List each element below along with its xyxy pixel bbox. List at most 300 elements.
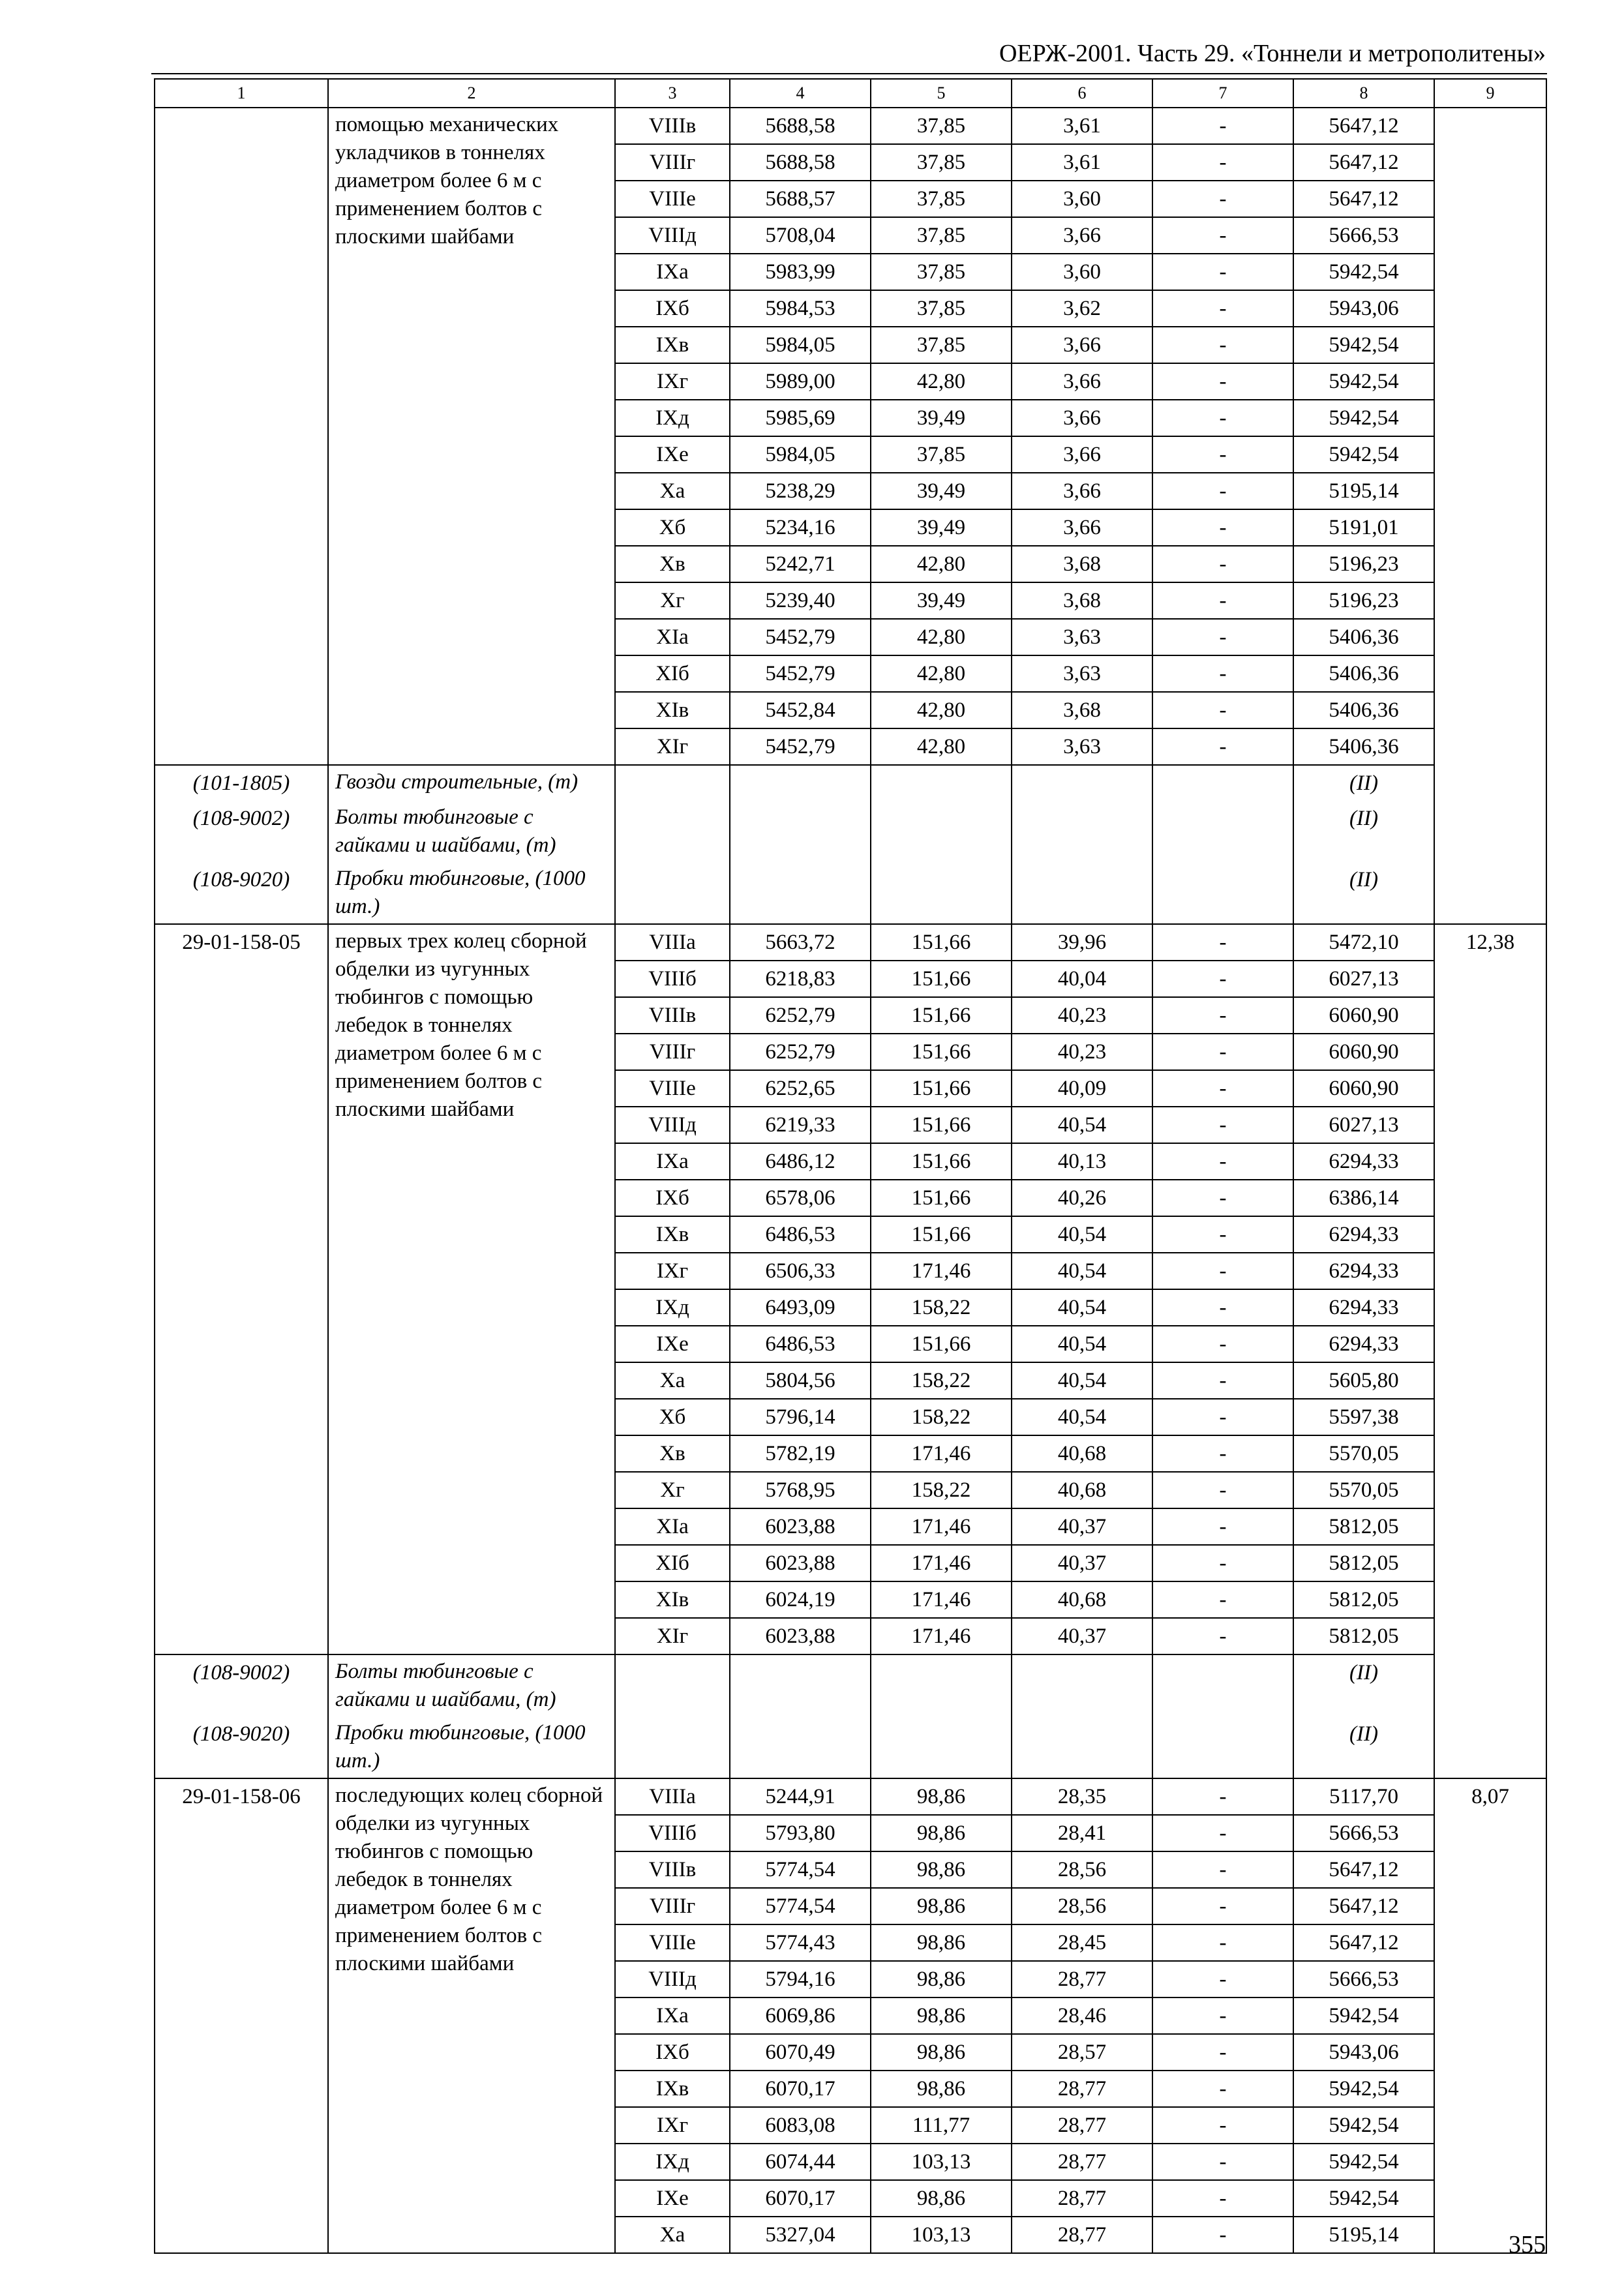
table-cell: 5984,53 (730, 290, 871, 327)
table-cell: 5942,54 (1293, 363, 1434, 400)
table-cell: 5774,54 (730, 1851, 871, 1888)
table-cell: - (1152, 997, 1293, 1034)
resource-row (155, 801, 1546, 862)
table-cell: 37,85 (871, 290, 1012, 327)
table-cell: 5452,84 (730, 692, 871, 728)
table-cell: - (1152, 1326, 1293, 1362)
table-cell: 28,56 (1012, 1888, 1152, 1924)
table-cell: 3,66 (1012, 509, 1152, 546)
table-cell: 5942,54 (1293, 436, 1434, 473)
resource-mark: (II) (1293, 765, 1434, 801)
table-cell: 5796,14 (730, 1399, 871, 1435)
table-cell: 6083,08 (730, 2107, 871, 2144)
table-cell: XIа (615, 619, 730, 655)
table-cell: 98,86 (871, 1778, 1012, 1815)
table-cell: VIIIд (615, 1961, 730, 1997)
table-cell: 5597,38 (1293, 1399, 1434, 1435)
table-cell: 5942,54 (1293, 254, 1434, 290)
table-cell: 6023,88 (730, 1618, 871, 1654)
rate-description: последующих колец сборной обделки из чугунных тюбингов с помощью лебедок в тоннелях диаметром более 6 м с применением болтов с плоскими шайбами (328, 1778, 615, 2253)
table-cell: 151,66 (871, 1180, 1012, 1216)
column-number: 1 (155, 79, 328, 108)
table-cell: 5812,05 (1293, 1618, 1434, 1654)
table-cell: 98,86 (871, 1888, 1012, 1924)
table-cell: VIIIд (615, 1107, 730, 1143)
table-cell: 5942,54 (1293, 1997, 1434, 2034)
table-cell: - (1152, 1961, 1293, 1997)
table-cell: 39,49 (871, 582, 1012, 619)
table-cell: - (1152, 1180, 1293, 1216)
table-cell: 171,46 (871, 1545, 1012, 1581)
table-cell: 6070,17 (730, 2180, 871, 2217)
table-cell: 40,54 (1012, 1362, 1152, 1399)
table-cell: 5782,19 (730, 1435, 871, 1472)
table-cell: 37,85 (871, 108, 1012, 144)
table-cell: - (1152, 2071, 1293, 2107)
table-cell: 6069,86 (730, 1997, 871, 2034)
empty-cell (871, 1654, 1012, 1716)
table-cell: 3,61 (1012, 108, 1152, 144)
rate-coefficient (1434, 108, 1546, 924)
table-cell: 5774,43 (730, 1924, 871, 1961)
table-cell: - (1152, 1399, 1293, 1435)
empty-cell (1012, 1716, 1152, 1778)
table-cell: 5942,54 (1293, 2144, 1434, 2180)
column-number-row (155, 79, 1546, 108)
table-cell: 6027,13 (1293, 1107, 1434, 1143)
table-cell: 5942,54 (1293, 327, 1434, 363)
table-cell: 5605,80 (1293, 1362, 1434, 1399)
table-cell: 151,66 (871, 1034, 1012, 1070)
table-cell: 6024,19 (730, 1581, 871, 1618)
table-cell: VIIIб (615, 1815, 730, 1851)
resource-name: Болты тюбинговые с гайками и шайбами, (т) (328, 801, 615, 862)
table-cell: - (1152, 1216, 1293, 1253)
table-cell: 103,13 (871, 2217, 1012, 2253)
table-cell: 6060,90 (1293, 1070, 1434, 1107)
table-cell: IXа (615, 1997, 730, 2034)
table-cell: 3,66 (1012, 436, 1152, 473)
table-cell: 6060,90 (1293, 997, 1434, 1034)
table-cell: 28,41 (1012, 1815, 1152, 1851)
table-cell: - (1152, 1289, 1293, 1326)
table-cell: 3,63 (1012, 655, 1152, 692)
table-cell: - (1152, 2180, 1293, 2217)
table-cell: IXб (615, 1180, 730, 1216)
table-cell: 3,68 (1012, 692, 1152, 728)
table-cell: 6294,33 (1293, 1289, 1434, 1326)
table-cell: 6486,12 (730, 1143, 871, 1180)
rate-code: 29-01-158-06 (155, 1778, 328, 2253)
table-cell: 151,66 (871, 1143, 1012, 1180)
table-cell: - (1152, 655, 1293, 692)
table-cell: - (1152, 217, 1293, 254)
table-cell: 5570,05 (1293, 1472, 1434, 1508)
table-cell: 98,86 (871, 2180, 1012, 2217)
empty-cell (1012, 862, 1152, 924)
empty-cell (615, 1654, 730, 1716)
resource-mark: (II) (1293, 862, 1434, 924)
table-cell: 151,66 (871, 1070, 1012, 1107)
table-cell: 39,49 (871, 509, 1012, 546)
empty-cell (871, 862, 1012, 924)
table-row (155, 108, 1546, 144)
empty-cell (730, 765, 871, 801)
table-cell: 5570,05 (1293, 1435, 1434, 1472)
table-cell: 103,13 (871, 2144, 1012, 2180)
empty-cell (730, 862, 871, 924)
table-cell: 5647,12 (1293, 144, 1434, 181)
resource-row (155, 1716, 1546, 1778)
table-cell: 5196,23 (1293, 546, 1434, 582)
table-cell: 151,66 (871, 1216, 1012, 1253)
table-cell: - (1152, 2144, 1293, 2180)
table-cell: 28,77 (1012, 1961, 1152, 1997)
table-cell: Xа (615, 2217, 730, 2253)
table-cell: 5984,05 (730, 436, 871, 473)
table-cell: 40,13 (1012, 1143, 1152, 1180)
table-cell: - (1152, 728, 1293, 765)
table-cell: - (1152, 961, 1293, 997)
table-cell: 5406,36 (1293, 728, 1434, 765)
table-row (155, 1778, 1546, 1815)
empty-cell (1012, 1654, 1152, 1716)
table-cell: XIа (615, 1508, 730, 1545)
table-cell: 5666,53 (1293, 1815, 1434, 1851)
table-cell: 5708,04 (730, 217, 871, 254)
table-cell: 5452,79 (730, 655, 871, 692)
column-number: 8 (1293, 79, 1434, 108)
table-cell: 3,61 (1012, 144, 1152, 181)
table-cell: 5647,12 (1293, 1851, 1434, 1888)
empty-cell (1152, 862, 1293, 924)
table-cell: 5989,00 (730, 363, 871, 400)
table-cell: - (1152, 546, 1293, 582)
table-cell: 28,35 (1012, 1778, 1152, 1815)
resource-code: (101-1805) (155, 765, 328, 801)
resource-mark: (II) (1293, 801, 1434, 862)
table-cell: 42,80 (871, 363, 1012, 400)
table-cell: - (1152, 473, 1293, 509)
table-cell: Xа (615, 1362, 730, 1399)
table-cell: - (1152, 924, 1293, 961)
table-cell: - (1152, 1997, 1293, 2034)
empty-cell (871, 801, 1012, 862)
table-cell: Xг (615, 1472, 730, 1508)
table-cell: IXг (615, 363, 730, 400)
rate-coefficient: 8,07 (1434, 1778, 1546, 2253)
table-cell: XIг (615, 728, 730, 765)
table-cell: 40,23 (1012, 997, 1152, 1034)
table-cell: 6060,90 (1293, 1034, 1434, 1070)
table-cell: 28,45 (1012, 1924, 1152, 1961)
table-cell: 98,86 (871, 1815, 1012, 1851)
table-cell: 42,80 (871, 728, 1012, 765)
table-cell: 5666,53 (1293, 217, 1434, 254)
table-cell: 37,85 (871, 436, 1012, 473)
table-cell: - (1152, 1778, 1293, 1815)
table-cell: 6506,33 (730, 1253, 871, 1289)
table-cell: 171,46 (871, 1508, 1012, 1545)
table-cell: 6023,88 (730, 1545, 871, 1581)
resource-row (155, 765, 1546, 801)
table-cell: 98,86 (871, 1997, 1012, 2034)
table-cell: - (1152, 1143, 1293, 1180)
table-cell: 5984,05 (730, 327, 871, 363)
table-cell: 39,49 (871, 473, 1012, 509)
empty-cell (871, 1716, 1012, 1778)
table-cell: Xа (615, 473, 730, 509)
table-cell: 171,46 (871, 1581, 1012, 1618)
table-cell: 37,85 (871, 181, 1012, 217)
table-cell: XIв (615, 692, 730, 728)
empty-cell (1152, 765, 1293, 801)
table-cell: 3,66 (1012, 473, 1152, 509)
table-cell: IXв (615, 2071, 730, 2107)
empty-cell (730, 801, 871, 862)
table-cell: 151,66 (871, 961, 1012, 997)
table-cell: 37,85 (871, 254, 1012, 290)
table-cell: 6023,88 (730, 1508, 871, 1545)
table-cell: 3,68 (1012, 546, 1152, 582)
table-cell: - (1152, 1107, 1293, 1143)
resource-name: Болты тюбинговые с гайками и шайбами, (т) (328, 1654, 615, 1716)
table-cell: VIIIв (615, 1851, 730, 1888)
table-cell: 5452,79 (730, 619, 871, 655)
table-cell: 28,77 (1012, 2180, 1152, 2217)
resource-mark: (II) (1293, 1716, 1434, 1778)
table-cell: 5812,05 (1293, 1508, 1434, 1545)
table-cell: 151,66 (871, 924, 1012, 961)
table-cell: - (1152, 144, 1293, 181)
table-cell: 40,54 (1012, 1326, 1152, 1362)
table-cell: 5472,10 (1293, 924, 1434, 961)
table-cell: 5942,54 (1293, 2107, 1434, 2144)
table-cell: 28,77 (1012, 2107, 1152, 2144)
table-cell: VIIIб (615, 961, 730, 997)
table-cell: 5768,95 (730, 1472, 871, 1508)
table-cell: IXа (615, 1143, 730, 1180)
table-cell: - (1152, 1851, 1293, 1888)
table-cell: XIб (615, 655, 730, 692)
table-cell: 98,86 (871, 2034, 1012, 2071)
resource-name: Пробки тюбинговые, (1000 шт.) (328, 1716, 615, 1778)
table-cell: 42,80 (871, 655, 1012, 692)
table-cell: 40,37 (1012, 1508, 1152, 1545)
table-cell: 5238,29 (730, 473, 871, 509)
table-cell: VIIIе (615, 1070, 730, 1107)
table-cell: IXг (615, 2107, 730, 2144)
column-number: 4 (730, 79, 871, 108)
table-cell: 40,23 (1012, 1034, 1152, 1070)
table-cell: 5688,58 (730, 108, 871, 144)
rate-code: 29-01-158-05 (155, 924, 328, 1654)
table-cell: 6219,33 (730, 1107, 871, 1143)
table-cell: 5406,36 (1293, 692, 1434, 728)
table-cell: - (1152, 692, 1293, 728)
table-cell: 6386,14 (1293, 1180, 1434, 1216)
table-cell: 40,54 (1012, 1107, 1152, 1143)
table-cell: 40,37 (1012, 1545, 1152, 1581)
table-cell: VIIIе (615, 181, 730, 217)
table-cell: 171,46 (871, 1253, 1012, 1289)
table-cell: 3,66 (1012, 327, 1152, 363)
table-cell: 6486,53 (730, 1326, 871, 1362)
table-cell: 39,96 (1012, 924, 1152, 961)
rate-code (155, 108, 328, 765)
table-cell: - (1152, 1815, 1293, 1851)
table-cell: 98,86 (871, 1924, 1012, 1961)
table-cell: 40,26 (1012, 1180, 1152, 1216)
table-cell: 98,86 (871, 1961, 1012, 1997)
empty-cell (615, 1716, 730, 1778)
table-cell: 5942,54 (1293, 2180, 1434, 2217)
table-cell: 5234,16 (730, 509, 871, 546)
table-cell: 158,22 (871, 1472, 1012, 1508)
table-cell: - (1152, 400, 1293, 436)
table-cell: - (1152, 436, 1293, 473)
table-cell: 5666,53 (1293, 1961, 1434, 1997)
table-cell: - (1152, 2107, 1293, 2144)
table-cell: 37,85 (871, 144, 1012, 181)
table-cell: 40,68 (1012, 1472, 1152, 1508)
table-cell: - (1152, 619, 1293, 655)
table-cell: 98,86 (871, 2071, 1012, 2107)
empty-cell (1152, 1716, 1293, 1778)
table-cell: XIв (615, 1581, 730, 1618)
table-cell: IXб (615, 290, 730, 327)
resource-code: (108-9002) (155, 1654, 328, 1716)
table-cell: 171,46 (871, 1618, 1012, 1654)
table-cell: 5327,04 (730, 2217, 871, 2253)
table-cell: 5942,54 (1293, 400, 1434, 436)
rates-table (154, 78, 1547, 2254)
table-cell: 158,22 (871, 1289, 1012, 1326)
table-cell: VIIIд (615, 217, 730, 254)
table-cell: 40,37 (1012, 1618, 1152, 1654)
table-cell: 5242,71 (730, 546, 871, 582)
column-number: 9 (1434, 79, 1546, 108)
table-cell: 6486,53 (730, 1216, 871, 1253)
table-cell: 5195,14 (1293, 2217, 1434, 2253)
table-cell: 6578,06 (730, 1180, 871, 1216)
table-cell: - (1152, 1581, 1293, 1618)
table-cell: 6074,44 (730, 2144, 871, 2180)
table-cell: 5647,12 (1293, 1888, 1434, 1924)
table-cell: VIIIг (615, 144, 730, 181)
table-cell: VIIIг (615, 1034, 730, 1070)
column-number: 5 (871, 79, 1012, 108)
table-cell: 40,54 (1012, 1216, 1152, 1253)
table-cell: Xб (615, 509, 730, 546)
empty-cell (1152, 801, 1293, 862)
table-cell: 5239,40 (730, 582, 871, 619)
table-cell: 28,77 (1012, 2071, 1152, 2107)
table-cell: - (1152, 2034, 1293, 2071)
table-cell: 6252,65 (730, 1070, 871, 1107)
table-cell: 39,49 (871, 400, 1012, 436)
table-cell: Xв (615, 546, 730, 582)
table-cell: 5244,91 (730, 1778, 871, 1815)
table-cell: IXд (615, 2144, 730, 2180)
table-cell: 111,77 (871, 2107, 1012, 2144)
table-cell: 6294,33 (1293, 1143, 1434, 1180)
table-cell: - (1152, 108, 1293, 144)
table-cell: - (1152, 582, 1293, 619)
column-number: 7 (1152, 79, 1293, 108)
table-cell: 6252,79 (730, 997, 871, 1034)
table-cell: 3,63 (1012, 619, 1152, 655)
table-cell: VIIIе (615, 1924, 730, 1961)
table-cell: 40,04 (1012, 961, 1152, 997)
empty-cell (1152, 1654, 1293, 1716)
table-cell: 5663,72 (730, 924, 871, 961)
table-cell: - (1152, 1472, 1293, 1508)
empty-cell (871, 765, 1012, 801)
table-cell: 6294,33 (1293, 1253, 1434, 1289)
table-cell: 42,80 (871, 692, 1012, 728)
resource-name: Гвозди строительные, (т) (328, 765, 615, 801)
table-cell: - (1152, 327, 1293, 363)
table-cell: 37,85 (871, 217, 1012, 254)
table-cell: XIг (615, 1618, 730, 1654)
table-cell: 37,85 (871, 327, 1012, 363)
table-cell: - (1152, 290, 1293, 327)
table-cell: IXд (615, 400, 730, 436)
column-number: 6 (1012, 79, 1152, 108)
table-cell: 6218,83 (730, 961, 871, 997)
empty-cell (730, 1716, 871, 1778)
table-cell: - (1152, 1070, 1293, 1107)
table-cell: - (1152, 363, 1293, 400)
table-cell: 40,54 (1012, 1399, 1152, 1435)
table-cell: 5793,80 (730, 1815, 871, 1851)
table-cell: - (1152, 1508, 1293, 1545)
table-cell: Xг (615, 582, 730, 619)
table-cell: 5983,99 (730, 254, 871, 290)
empty-cell (615, 862, 730, 924)
table-cell: IXг (615, 1253, 730, 1289)
table-cell: 5985,69 (730, 400, 871, 436)
table-cell: 6027,13 (1293, 961, 1434, 997)
table-cell: - (1152, 1545, 1293, 1581)
table-cell: 3,62 (1012, 290, 1152, 327)
resource-row (155, 862, 1546, 924)
table-cell: VIIIа (615, 924, 730, 961)
table-cell: 28,77 (1012, 2144, 1152, 2180)
table-cell: 5647,12 (1293, 108, 1434, 144)
table-cell: 151,66 (871, 997, 1012, 1034)
table-cell: 98,86 (871, 1851, 1012, 1888)
table-cell: Xб (615, 1399, 730, 1435)
table-cell: 151,66 (871, 1326, 1012, 1362)
table-cell: 158,22 (871, 1362, 1012, 1399)
table-cell: - (1152, 509, 1293, 546)
table-cell: IXе (615, 436, 730, 473)
table-cell: 6493,09 (730, 1289, 871, 1326)
table-cell: IXа (615, 254, 730, 290)
table-cell: 6070,49 (730, 2034, 871, 2071)
table-cell: 5812,05 (1293, 1581, 1434, 1618)
table-cell: 6294,33 (1293, 1326, 1434, 1362)
header-rule (151, 73, 1547, 74)
rate-coefficient: 12,38 (1434, 924, 1546, 1778)
table-cell: 5196,23 (1293, 582, 1434, 619)
table-cell: 3,63 (1012, 728, 1152, 765)
table-cell: VIIIв (615, 997, 730, 1034)
table-cell: - (1152, 1034, 1293, 1070)
table-cell: 28,57 (1012, 2034, 1152, 2071)
